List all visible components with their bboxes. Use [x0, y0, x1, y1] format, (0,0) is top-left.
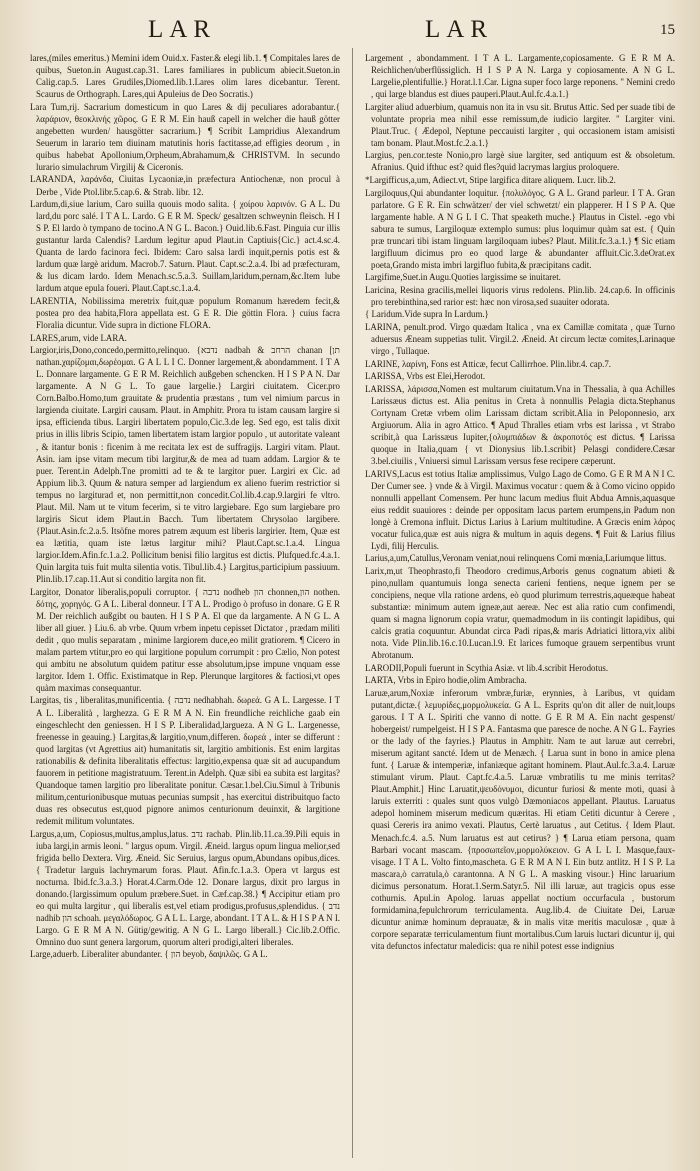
left-column — [30, 52, 340, 1157]
dictionary-entry: Largement , abondamment. I T A L. Largamente,copiosamente. G E R M A. Reichlichen/uberflüssiglich. H I S P A N. Larga y copiosamente. A N G L. Largelie,plentifullie.} Horat.l.1.Car. Ligna super foco large reponens. " Nemini credo , qui large blandus est diues pauperi.Plaut.Aul.fc.4.a.1.} — [365, 53, 675, 100]
dictionary-entry: Largitor, Donator liberalis,populi corruptor. { נדבה nodheb הון chonnen,הון nothen. δότης, χορηγός. G A L. Liberal donneur. I T A L. Prodigo ò profuso in donare. G E R M. Der reichlich außgibt ou bauten. H I S P A. El que da largamente. A N G L. A liber all giuer. } Liu.6. ab vrbe. Quum vrbem inpetu cepisset Dictator , prædam militi dedit , quo mulis separatam , minime largiorem duce,eo milit gratiorem. ¶ Cicero in malam partem vtitur,pro eo qui largitione populum corrumpit : pro Cælio, Non potest qui ambitu ne absolutum quidem patitur esse absolutum,ipse impune vnquam esse largitor. Idem 1. Offic. Existimatque in Rep. Plerunque largitores & factiosi,vt opes quàm maximas consequantur. — [30, 586, 340, 693]
dictionary-entry: LARIVS,Lacus est totius Italiæ amplissimus, Vulgo Lago de Como. G E R M A N I C. Der Cumer see. } vnde & à Virgil. Maximus vocatur : quem & à Como vicino oppido nonnulli appellant Comensem. Per hunc lacum medius fluit Abdua Amnis,aquasque eius reddit suauiores : deinde per oppositam lacus partem erumpens,in Padum non longè à Cremona influit. Dictus Larius à Larium multitudine. A Græcis enim λάρος vocatur fulica,quæ est auis nigra & multum in aquis degens. ¶ Fuit & Larius filius Lydi, filij Herculis. — [365, 468, 675, 551]
dictionary-entry: { Laridum.Vide supra In Lardum.} — [365, 309, 489, 320]
dictionary-entry: LARENTIA, Nobilissima meretrix fuit,quæ populum Romanum hæredem fecit,& postea pro dea habita,Flora appellata est. G E R. Die göttin Flora. } cuius facra Floralia dicuntur. Vide supra in dictione FLORA. — [30, 295, 340, 331]
dictionary-entry: Larius,a,um,Catullus,Veronam veniat,noui relinquens Comi mœnia,Lariumque littus. — [365, 553, 667, 564]
running-head-left: LAR — [148, 16, 216, 43]
column-divider — [352, 48, 353, 1158]
dictionary-entry: Largiter aliud aduerbium, quamuis non ita in vsu sit. Brutus Attic. Sed per suade tibi de voluntate propria mea nihil esse remissum,de iudicio largiter. " Largiter vini. Plaut.Truc. { Ædepol, Neptune peccauisti largiter , qui occasionem istam amisisti tam bonam. Plaut.Most.fc.2.a.1.} — [365, 101, 675, 148]
dictionary-entry: Large,aduerb. Liberaliter abundanter. { הון beyob, δαψιλῶς. G A L. — [30, 949, 268, 960]
dictionary-entry: LARANDA, λαράνδα, Ciuitas Lycaoniæ,in præfectura Antiochenæ, non procul à Derbe , Vide Ptol.libr.5.cap.6. & Strab. libr. 12. — [30, 174, 340, 197]
dictionary-entry: LARES,arum, vide LARA. — [30, 332, 127, 343]
dictionary-entry: LARINA, penult.prod. Virgo quædam Italica , vna ex Camillæ comitata , quæ Turno aduersus Æneam suppetias tulit. Virgil.2. Æneid. At circum lectæ comites,Larinaque virgo , Tullaque. — [365, 322, 675, 357]
dictionary-entry: lares,(miles emeritus.) Memini idem Ouid.x. Faster.& elegi lib.1. ¶ Compitales lares de quibus, Sueton.in August.cap.31. Lares familiares in publicum abiecit.Sueton.in Calig.cap.5. Lares Grudiles,Diomed.lib.1.Lares olim lares dicebantur. Terent. Scaurus de Orthograph. Lares,qui Apuleius de Deo Socratis.) — [30, 53, 340, 100]
dictionary-entry: Largifime,Suet.in Augu.Quoties largissime se inuitaret. — [365, 272, 561, 283]
dictionary-entry: *Largifficus,a,um, Adiect.vt, Stipe largifica ditare aliquem. Lucr. lib.2. — [365, 174, 616, 185]
dictionary-entry: Largior,iris,Dono,concedo,permitto,relinquo. {נדבא nadbah & הרחב chanan [תן nathan.χαρίζομαι,δωρέομαι. G A L L I C. Donner largement,& abondamment. I T A L. Donnare largamente. G E R M. Reichlich außgeben schencken. H I S P A N. Dar largamente. A N G L. To gaue largelie.} Largiri ciuitatem. Cicer.pro Corn.Balbo.Homo,tum grauitate & prudentia præstans , tum vel nimium parcus in largienda ciuitate. Largiri causam. Plaut. in Amphitr. Prora tu istam causam largire si ipsa, efficienda tibus. Largiri libertatem populo,Cic.3.de leg. Sed ego, est talis dixit prius in illis libris Scipio, tamen libertatem istam largior populo , ut autoritate valeant , & itantur bonis : ficenim à me recitata lex est de suffragijs. Largiri vitam. Plaut. Asin. iam ipse vitam mecum tibi largitur,& de mea ad tuam addam. Largior & te puer. Terent.in Adelph.Tne promitti ad te & te largitor puer. Largiri ex Cic. ad Appium lib.3. Quum & natura semper ad largiendum ex alieno fuerim restrictior si tempus no largiturad et, non permittit,non concedit.Col.lib.4.cap.9.largiri fe vltro. Plaut. Mil. Nam ut te vitum fecerim, si te vitro largiebare. Ego sum largiebare pro largiris Sicut idem Plaut.in Bacch. Tum libertatem Chrysolao largibere.{Plaut.Asin.fc.2.a.5. Itsöfne mores patrem æquum est liberis largirier. Item, Quæ est ea lætitia, quam iste lætus largitur mihi? Plaut.Capt.sc.1.a.4. Lingua largior.Idem.Afin.fc.1.a.2. Pollicitum benisi filio largitus est dictis. Plufqued.fc.4.a.1. Quin largita tuis fuit multa silentia votis. Tibul.lib.4.} Largitus,participium passiuum. Plin.lib.17.cap.11.Aut si conditio largita non fit. — [30, 345, 340, 585]
dictionary-entry: LARISSA, Vrbs est Elei,Herodot. — [365, 371, 486, 382]
dictionary-entry: Lardum,di,siue larium, Caro suilla quouis modo salita. { χοίρου λαρινόν. G A L. Du lard,du porc salé. I T A L. Lardo. G E R M. Speck/ gesaltzen schweynin fleisch. H I S P. El lardo ò tympano de tocino.A N G L. Bacon.} Ouid.lib.6.Fast. Pinguia cur illis gustantur larda Calendis? Lardum legitur apud Plaut.in Captiuis{Cic.} act.4.sc.4. Quanta de lardo facinora feci. Ibidem: Caro salsa lardi inquit,pernis potis est & lardum quæ largè aridum. Macrob.7. Saturn. Plaut. Capt.sc.2.a.4. Ibi ad præfecturam, & lus dicam lardo. Idem Menach.sc.5.a.3. Suillam,laridum,pernam,&c.Item lube lardum atque epula foueri. Plaut.Capt.sc.1.a.4. — [30, 199, 340, 294]
dictionary-entry: Larix,m,ut Theophrasto,fi Theodoro credimus,Arboris genus cognatum abieti & pino,nullam quantumuis longa senecta carieni fentiens, neque ignem per se concipiens, neque vlla ratione ardens, eò quod plurimum terrestris,aqueæque habeat substantiæ: minimum autem igneæ,aut aereæ. Nec est alia ratio cum confimendi, quam si magna lignorum copia vratur, quemadmodum in iis contingit lapidibus, qui calcis gratia coquuntur. Abundat circa Padi ripas,& maris Adriatici littora,vix alibi nota. Vide Plin.lib.16.c.10.Lucan.l.9. Et larices fumoque grauem serpentibus vrunt Abrotanum. — [365, 565, 675, 661]
running-header — [0, 16, 700, 46]
dictionary-entry: Laricina, Resina gracilis,mellei liquoris virus redolens. Plin.lib. 24.cap.6. In officinis pro terebinthina,sed rarior est: hæc non virosa,sed suauiter odorata. — [365, 284, 675, 307]
dictionary-entry: Largiloquus,Qui abundanter loquitur. {πολυλόγος. G A L. Grand parleur. I T A. Gran parlatore. G E R. Ein schwätzer/ der viel schwetzt/ ein plapperer. H I S P A. Que largamente hable. A N G L I C. That speaketh muche.} Plautus in Cistel. -ego vbi sabura te sumus, Largiloquæ extemplo sumus: plus loquimur quàm sat est. { Quin præ truncari tibi istam linguam largiloquam iubes? Plaut. Milit.fc.3.a.1.} ¶ Sic etiam largifluum dicimus pro eo quod large & abundanter affluit.Cic.3.deOrat.ex poeta,Grando mista imbri largifluo fubita,& præcipitans cadit. — [365, 187, 675, 270]
right-column — [365, 52, 675, 1157]
dictionary-entry: Largus,a,um, Copiosus,multus,amplus,latus. נדב rachab. Plin.lib.11.ca.39.Pili equis in iuba largi,in armis leoni. " largus opum. Virgil. Æneid. largus opum lingua melior,sed frigida bello Dextera. Virg. Æneid. Sic Seruius, largus opum,Abundans opibus,dices. { Tradetur larguis lachrymarum foras. Plaut. Afin.fc.1.a.3. Opera vt largus est nocturna. Ibid.fc.3.a.3.} Horat.4.Carm.Ode 12. Donare largus, dixit pro largus in donando.{largissimum opulum præbere.Suet. in Cæf.cap.38.} ¶ Accipitur etiam pro eo qui multa largitur , qui liberalis est,vel etiam prodigus,profusus,splendidus. { נדב nadhib הון schoah. μεγαλόδωρος. G A L L. Large, abondant. I T A L. & H I S P A N I. Largo. G E R M A N. Gütig/gewitig. A N G L. Largo liberall.} Cic.lib.2.Offic. Omnino duo sunt genera largorum, quorum alteri prodigi,alteri liberales. — [30, 828, 340, 947]
dictionary-entry: Laruæ,arum,Noxiæ inferorum vmbræ,furiæ, erynnies, à Laribus, vt quidam putant,dictæ.{ λεμυρίδες,μορμολυκεία. G A L. Esprits qu'on dit aller de nuit,loups garous. I T A L. Spiriti che vanno di notte. G E R M A. Ein nacht gespenst/ hobergeist/ rumpelgeist. H I S P A. Fantasma que paresce de noche. A N G L. Fayries or the lady of the fayries.} Plautus in Amphitr. Nam te aut laruæ aut cerrebri, miserum agitant sancté. Idem ut de Menæch. { Larua sunt in bono in amice plena funt. { Laruæ & intemperiæ, infaniæque agitant hominem. Plaut.Aul.fc.3.a.4. Laruæ stimulant virum. Plaut. Capt.fc.4.a.5. Laruæ vmbratilis tu me minis territas? Plaut.Amphit.] Hinc Laruatit,ψευδόνυμοι, dicuntur furiosi & mente moti, quasi à laruis exterriti : quales sunt quos vulgò Dæmoniacos appellant. Plautus. Laruatus adepol hominem miserum medicum quæritas. Hi etiam Cetiti dicuntur à Cerere , quasi Cereris ira animo vexati. Plautus, Certè laruatus , aut Cetitus. { Idem Plaut. Menach.fc.4. a.5. Num laruatus est aut cetirus? } ¶ Larua etiam persona, quam Barbari vocant mascam. {προσωπεῖον,μορμολύκειον. G A L L I. Masque,faux-visage. I T A L. Volto finto,mascheta. G E R M A N I. Ein butz antlitz. H I S P. La mascara,ò carratula,ò carantonna. A N G L. A masking visour.} Hinc laruarium dicimus personatum. Horat.1.Serm.Satyr.5. Nil illi laruæ, aut tragicis opus esse cothurnis. Apul.in Apolog. laruas appellat noctium occurfacula , bustorum formidamina,fepulchrorum terriculamenta. Aug.lib.4. de Ciuitate Dei, Laruæ dicuntur animæ hominum deprauatæ, & in malis vitæ meritis maculosæ , quæ à corpore separatæ terriculamentum fiunt mortalibus.Cum laruis luctari dicuntur ij, qui vita defunctos infectatur maledicis: qua re nihil potest esse indignius — [365, 687, 675, 951]
dictionary-entry: LARODII,Populi fuerunt in Scythia Asiæ. vt lib.4.scribit Herodotus. — [365, 662, 609, 673]
dictionary-entry: Largius, pen.cor.teste Nonio,pro largè siue largiter, sed antiquum est & obsoletum. Afranius. Quid ifthuc est? quid fles?quid lacrymas largius proloquere. — [365, 150, 675, 173]
dictionary-entry: Lara Tum,rij. Sacrarium domesticum in quo Lares & dij peculiares adorabantur.{ λαράριον, θεοκλινής χῶρος. G E R M. Ein hauß capell in welcher die hauß götter angebetten wurden/ hausgötter sacrarium.} ¶ Scribit Lampridius Alexandrum Seuerum in larario tem diuinam matutinis horis factitasse,ad effigies deorum , in quibus habebat Apollonium,Orpheum,Abrahamum,& CHRISTVM. In secundo lurario simulachrum Virgilij & Ciceronis. — [30, 101, 340, 172]
dictionary-entry: LARINE, λαρίνη, Fons est Atticæ, fecut Callirrhoe. Plin.libr.4. cap.7. — [365, 358, 612, 369]
running-head-right: LAR — [425, 16, 493, 43]
dictionary-entry: LARTA, Vrbs in Epiro hodie,olim Ambracha. — [365, 675, 527, 686]
dictionary-entry: Largitas, tis , liberalitas,munificentia. { נדבה nedhabhah. δωρεά. G A L. Largesse. I T A L. Liberalità , larghezza. G E R M A N. Ein freundliche reichliche gaab ein eingeschlecht den geniessen. H I S P. Liberalidad,largueza. A N G L. Largenesse, freenesse in geauing.} Largitas,& largitio,vnum,differen. δωρεά , inter se differunt : quod largitas (vt Agrettius ait) humanitatis sit, largitio ambitionis. Est enim largitas rationabilis & definita liberalitatis effectus: largitio,expensa quæ sit ad aucupandum fauorem in petitione magistratuum. Terent.in Adelph. Quæ sibi ea subita est largitas? Quandoque tamen largitio pro liberalitate ponitur. Cæsar.1.bel.Ciu.Simul à Tribunis militum,centurionibusque mutuas pecunias sumpsit , has exercitui distribuitquo facto duas res obsecutus est,quod pignore animos centurionum deuinxit, & largitione redemit militum voluntates. — [30, 695, 340, 826]
page-number: 15 — [660, 22, 675, 38]
dictionary-entry: LARISSA, λάρισσα,Nomen est multarum ciuitatum.Vna in Thessalia, à qua Achilles Larissæus dictus est. Alia penitus in Creta à nonnullis Pelagia dicta.Stephanus Cortynam Cretæ vrbem olim Larissam dictam scribit.Alia in Peloponnesio, arx Argiuorum. Alia in agro Attico. ¶ Apud Thralles etiam vrbs est larissa , vt Strabo scribit,à qua Larissæus Iupiter,{ολυμπιάδων & ἀκροποτός est dictus. ¶ Larissa quoque in Italia,quam { vt Dionysius lib.1.scribit} Pelasgi condidere.Cæsar 3.bel.ciuilis , Vniuersi simul Larissam versus fese recipere cæperunt. — [365, 383, 675, 467]
